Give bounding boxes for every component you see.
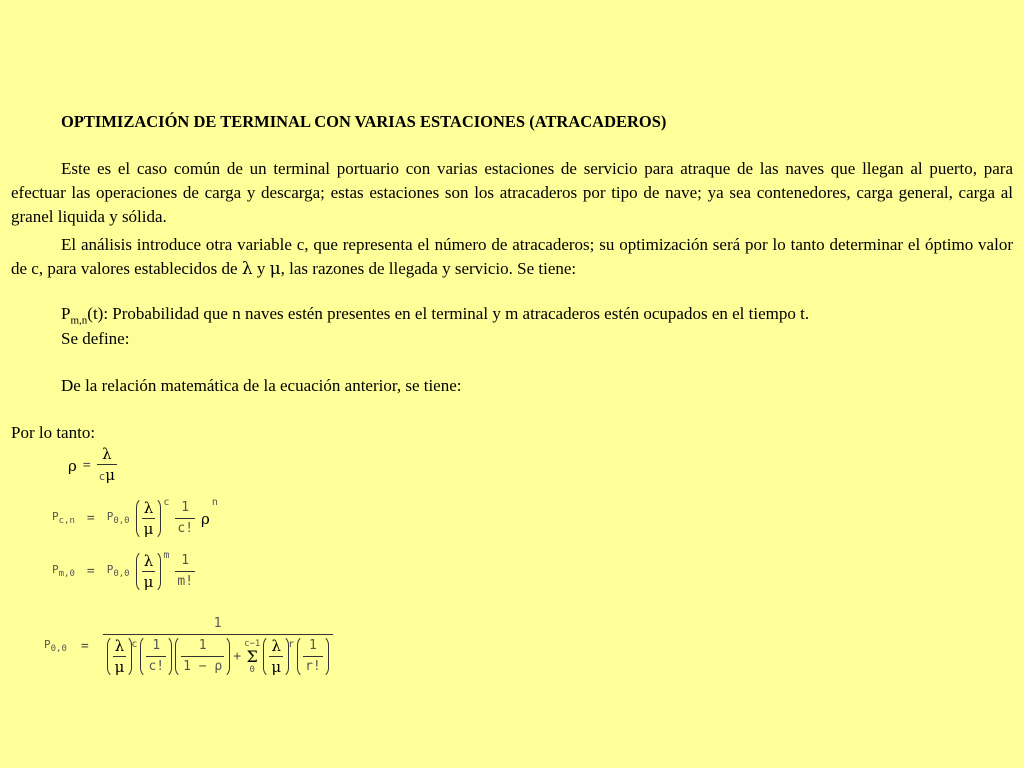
equals-sign: = [82, 458, 91, 473]
rho-fraction [97, 444, 117, 487]
pmn-definition [61, 304, 809, 326]
one-minus-rho: 1 − ρ [183, 659, 223, 674]
formula-p00 [44, 614, 333, 678]
pmn-subscript: m,n [70, 314, 88, 327]
one: 1 [309, 638, 317, 653]
equals-sign: = [86, 511, 95, 526]
paragraph-2-y: y [252, 259, 270, 278]
c-var: c [98, 470, 106, 483]
one-over-mfact [175, 551, 195, 592]
summation [244, 639, 260, 675]
p00-lhs [44, 638, 67, 654]
lambda-var: λ [271, 637, 281, 655]
one-over-cfact [175, 498, 195, 539]
one: 1 [181, 553, 190, 568]
r-factorial: r! [305, 659, 321, 674]
p00-subscript: 0,0 [113, 569, 130, 580]
pm0-subscript: m,0 [58, 569, 75, 580]
p00-numerator: 1 [213, 616, 222, 631]
sigma-symbol: Σ [246, 646, 258, 666]
rho-symbol: ρ [68, 456, 77, 475]
exponent-r: r [288, 639, 295, 650]
c-factorial: c! [148, 659, 165, 674]
formula-pm0 [52, 550, 195, 593]
paragraph-2 [11, 233, 1013, 281]
lambda-mu-paren [136, 497, 162, 540]
formula-rho [68, 444, 117, 487]
sum-upper: c−1 [244, 638, 261, 649]
equals-sign: = [86, 564, 95, 579]
relation-text: De la relación matemática de la ecuación anterior, se tiene: [61, 376, 462, 395]
rho-var: ρ [201, 509, 210, 528]
lambda-mu-paren [136, 550, 162, 593]
exponent-c: c [131, 639, 138, 650]
lambda-var: λ [143, 499, 154, 517]
p00-subscript: 0,0 [113, 516, 130, 527]
p00-subscript: 0,0 [50, 644, 67, 655]
mu-var: μ [143, 520, 154, 538]
pmn-p: P [61, 304, 71, 323]
mu-symbol: μ [269, 259, 281, 279]
p-var: P [106, 563, 114, 577]
pm0-lhs [52, 563, 75, 579]
pcn-subscript: c,n [58, 516, 75, 527]
p00-denominator [105, 635, 331, 678]
se-define: Se define: [61, 329, 130, 348]
c-factorial: c! [177, 521, 194, 536]
paragraph-2-text-a: El análisis introduce otra variable c, que representa el número de atracaderos; su optimización será por lo tanto determinar el óptimo valor de c, para valores establecidos de [11, 235, 1013, 278]
one: 1 [152, 638, 161, 653]
plus-sign: + [233, 648, 242, 664]
por-lo-tanto: Por lo tanto: [11, 423, 96, 442]
p-var: P [106, 510, 114, 524]
m-factorial: m! [177, 574, 194, 589]
p00-term [107, 510, 130, 526]
mu-var: μ [114, 658, 125, 676]
p-var: P [52, 563, 59, 577]
exponent-c: c [163, 497, 170, 508]
exponent-n: n [211, 497, 218, 508]
paragraph-2-text-b: , las razones de llegada y servicio. Se tiene: [280, 259, 577, 278]
paragraph-1: Este es el caso común de un terminal portuario con varias estaciones de servicio para atraque de las naves que llegan al puerto, para efectuar las operaciones de carga y descarga; estas estaciones son los atracaderos por tipo de nave; ya sea contenedores, carga general, carga al granel liquida y sólida. [11, 159, 1013, 226]
mu-var: μ [143, 573, 154, 591]
lambda-symbol: λ [241, 259, 253, 279]
sum-lower: 0 [249, 664, 255, 675]
formula-pcn [52, 497, 218, 540]
p00-fraction [103, 614, 333, 678]
mu-var: μ [271, 658, 282, 676]
section-title: OPTIMIZACIÓN DE TERMINAL CON VARIAS ESTACIONES (ATRACADEROS) [61, 112, 667, 131]
mu-var: μ [105, 466, 116, 484]
lambda-var: λ [114, 637, 125, 655]
pcn-lhs [52, 510, 75, 526]
p-var: P [44, 637, 51, 651]
rho-denominator [97, 465, 117, 487]
exponent-m: m [163, 550, 170, 561]
p00-term [107, 563, 130, 579]
lambda-var: λ [143, 552, 154, 570]
pmn-text: (t): Probabilidad que n naves estén presentes en el terminal y m atracaderos estén ocupados en el tiempo t. [87, 304, 810, 323]
p-var: P [52, 510, 59, 524]
equals-sign: = [80, 638, 89, 654]
one: 1 [181, 500, 190, 515]
rho-numerator: λ [102, 445, 112, 463]
one: 1 [198, 638, 207, 653]
